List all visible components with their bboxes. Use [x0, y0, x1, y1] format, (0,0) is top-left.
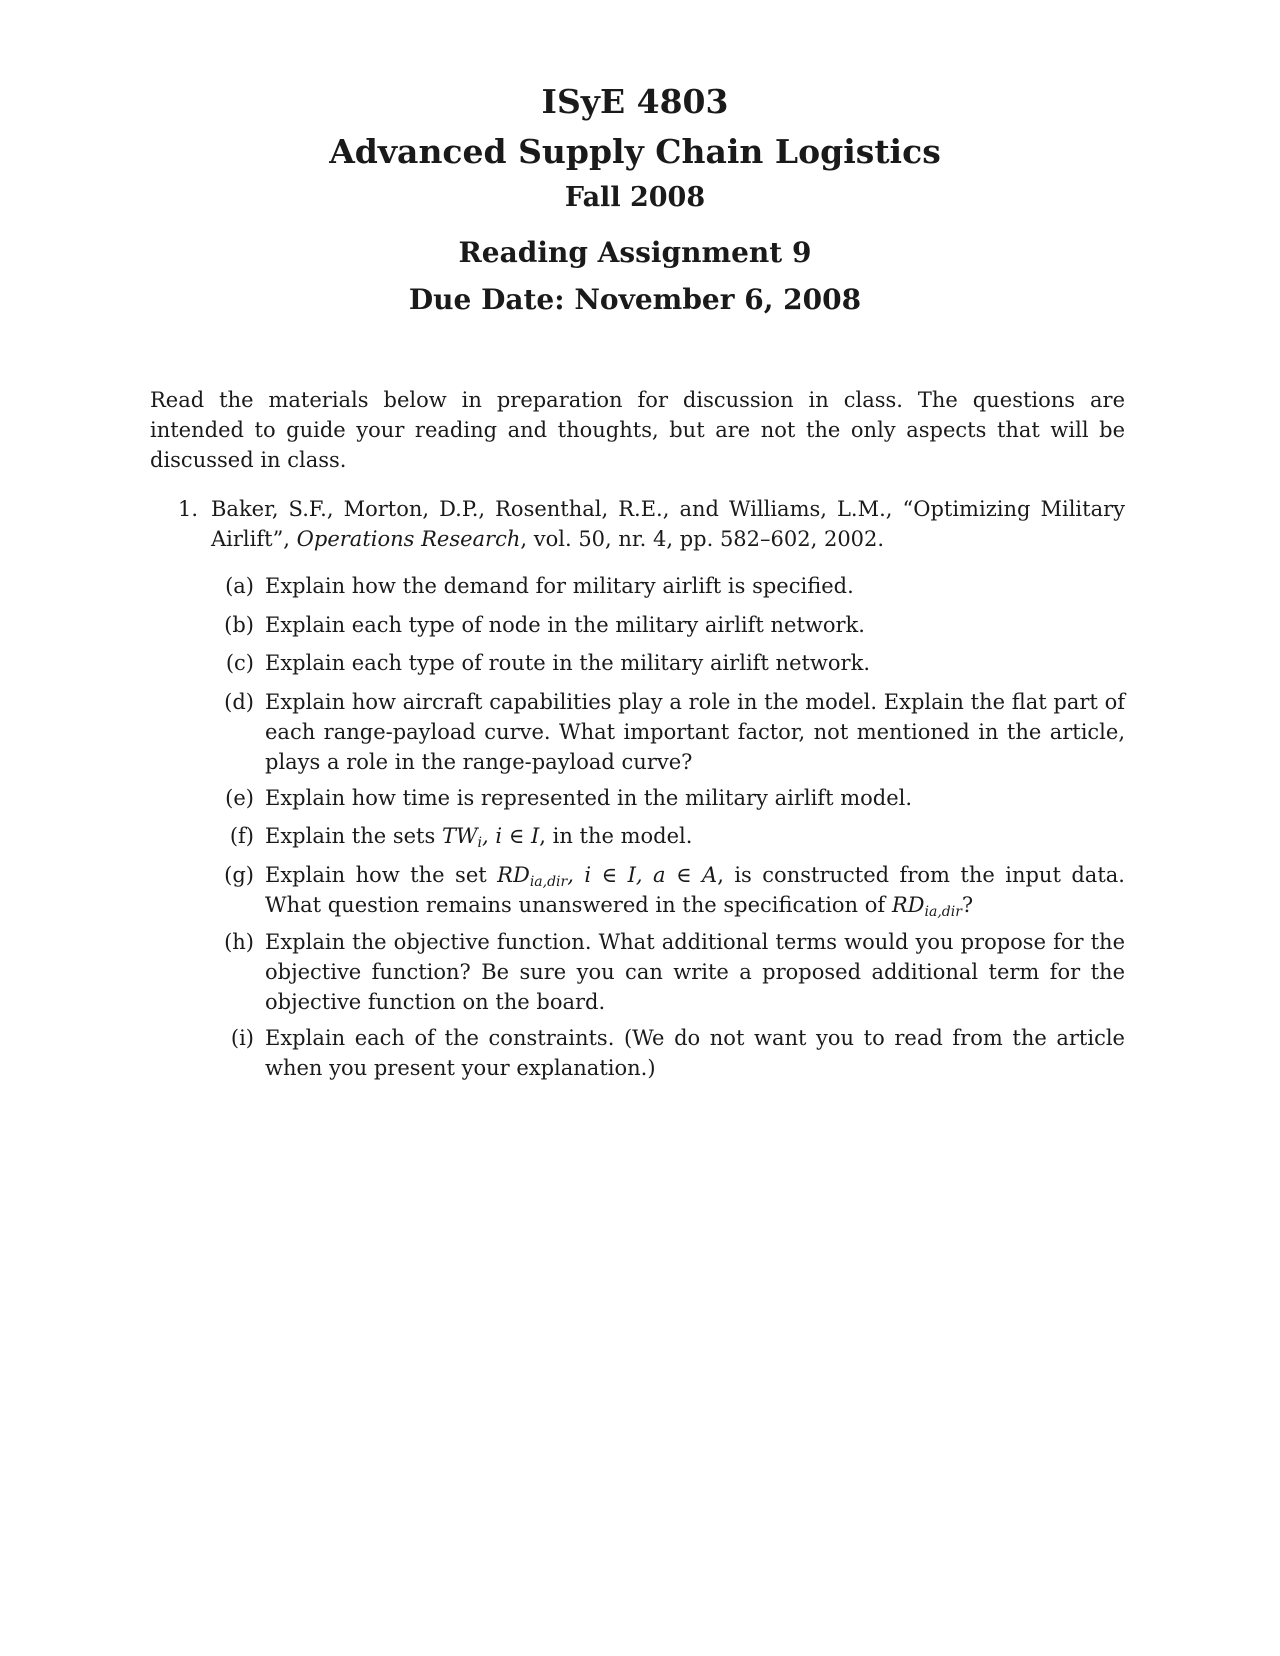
question-text: Explain each type of route in the military airlift network. [265, 651, 870, 675]
question-text: Explain how the set $RD_{ia,dir}$, i ∈ I, a ∈ A, is constructed from the input data. What question remains unanswered in the specification of $RD_{ia,dir}$? [265, 863, 1125, 920]
question-text: Explain how time is represented in the military airlift model. [265, 786, 913, 810]
intro-paragraph: Read the materials below in preparation for discussion in class. The questions are intended to guide your reading and thoughts, but are not the only aspects that will be discussed in class. [150, 388, 1125, 472]
term: Fall 2008 [564, 182, 706, 213]
question-label: (a) [225, 574, 254, 598]
reference-citation [211, 494, 1125, 554]
question-label: (i) [230, 1026, 254, 1050]
question-text: Explain how the demand for military airlift is specified. [265, 574, 854, 598]
reference-number: 1. [178, 497, 199, 521]
question-text: Explain each type of node in the military airlift network. [265, 613, 865, 637]
question-label: (d) [224, 690, 254, 714]
question-text: Explain the objective function. What additional terms would you propose for the objective function? Be sure you can write a proposed additional term for the objective function on the board. [265, 930, 1125, 1014]
reference-authors: Baker, S.F., Morton, D.P., Rosenthal, R.E., and Williams, L.M., “Optimizing Military Airlift”, [211, 497, 1125, 551]
question-label: (e) [225, 786, 254, 810]
question-label: (h) [224, 930, 254, 954]
question-label: (c) [225, 651, 254, 675]
question-label: (b) [224, 613, 254, 637]
question-text: Explain how aircraft capabilities play a role in the model. Explain the flat part of each range-payload curve. What important factor, not mentioned in the article, plays a role in the range-payload curve? [265, 690, 1125, 774]
math-rd-set-2: $RD_{ia,dir}$ [891, 893, 962, 920]
question-label: (g) [224, 863, 254, 887]
question-label: (f) [229, 824, 254, 848]
course-number: ISyE 4803 [541, 82, 729, 121]
reference-journal: Operations Research [296, 527, 521, 551]
question-text: Explain the sets $TW_i$, i ∈ I, in the model. [265, 824, 693, 851]
math-rd-set: $RD_{ia,dir}$, i ∈ I, a ∈ A [497, 863, 718, 890]
course-title: Advanced Supply Chain Logistics [329, 132, 941, 171]
reference-details: , vol. 50, nr. 4, pp. 582–602, 2002. [520, 527, 885, 551]
math-tw-set: $TW_i$, i ∈ I [441, 824, 540, 851]
assignment-title: Reading Assignment 9 [458, 236, 812, 269]
question-text: Explain each of the constraints. (We do not want you to read from the article when you present your explanation.) [265, 1026, 1125, 1080]
due-date: Due Date: November 6, 2008 [408, 283, 862, 316]
